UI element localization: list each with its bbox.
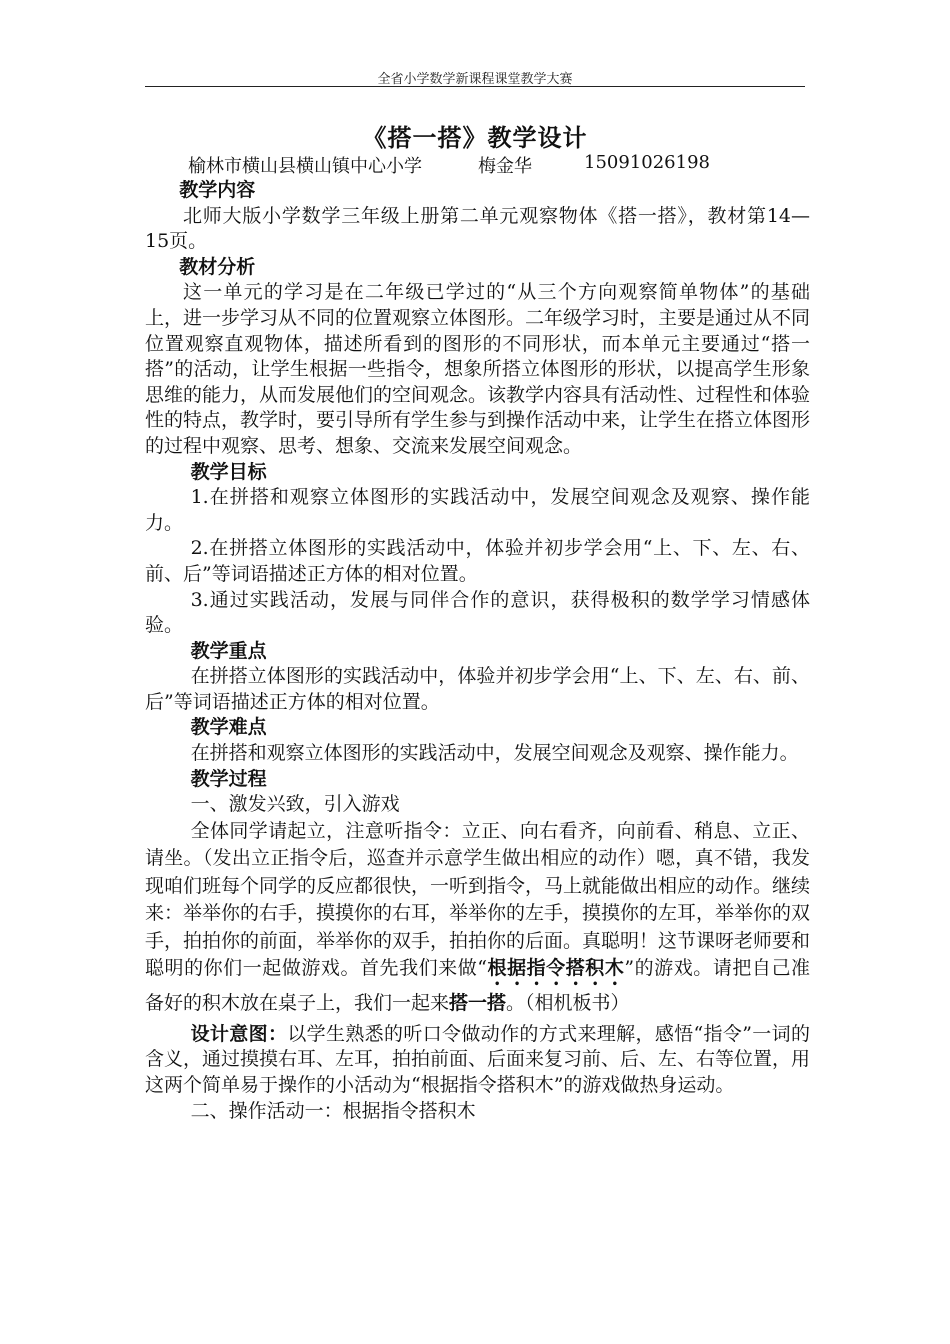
author-phone: 15091026198 (584, 152, 710, 173)
subsection-heading: 一、激发兴致，引入游戏 (190, 793, 400, 816)
paragraph: 在拼搭和观察立体图形的实践活动中，发展空间观念及观察、操作能力。 (190, 742, 799, 765)
section-heading: 教学难点 (190, 716, 267, 739)
author-school: 榆林市横山县横山镇中心小学 (188, 156, 422, 177)
subsection-heading: 二、操作活动一：根据指令搭积木 (190, 1099, 476, 1122)
section-heading: 教材分析 (179, 255, 256, 278)
paragraph: 全体同学请起立，注意听指令：立正、向右看齐，向前看、稍息、立正、请坐。（发出立正指令后，巡查并示意学生做出相应的动作）嗯，真不错，我发现咱们班每个同学的反应都很快，一听到指令，马上就能做出相应的动作。继续来：举举你的右手，摸摸你的右耳，举举你的左手，摸摸你的左耳，举举你的双手，拍拍你的前面，举举你的双手，拍拍你的后面。真聪明！这节课呀老师要和聪明的你们一起做游戏。首先我们来做“根据指令搭积木”的游戏。请把自己准备好的积木放在桌子上，我们一起来搭一搭。（相机板书） (145, 819, 811, 1015)
design-intent-paragraph: 设计意图：以学生熟悉的听口令做动作的方式来理解，感悟“指令”一词的含义，通过摸摸右耳、左耳，拍拍前面、后面来复习前、后、左、右等位置，用这两个简单易于操作的小活动为“根据指令搭积木”的游戏做热身运动。 (145, 1022, 811, 1097)
paragraph: 在拼搭立体图形的实践活动中，体验并初步学会用“上、下、左、右、前、后”等词语描述正方体的相对位置。 (145, 665, 810, 713)
emphasized-phrase: 根据指令搭积木 (487, 957, 625, 980)
list-item: 1.在拼搭和观察立体图形的实践活动中，发展空间观念及观察、操作能力。 (145, 486, 810, 534)
section-heading: 教学目标 (190, 460, 267, 483)
design-intent-label: 设计意图： (190, 1022, 288, 1045)
author-name: 梅金华 (478, 156, 532, 177)
header-divider (145, 86, 805, 87)
bold-phrase: 搭一搭 (449, 992, 507, 1015)
section-heading: 教学内容 (179, 179, 256, 201)
section-heading: 教学过程 (190, 767, 267, 790)
running-header: 全省小学数学新课程课堂教学大赛 (377, 72, 573, 87)
list-item: 2.在拼搭立体图形的实践活动中，体验并初步学会用“上、下、左、右、前、后”等词语描述正方体的相对位置。 (145, 537, 810, 585)
document-body (145, 178, 810, 1124)
paragraph: 北师大版小学数学三年级上册第二单元观察物体《搭一搭》，教材第14—15页。 (145, 204, 810, 253)
document-title: 《搭一搭》教学设计 (362, 123, 588, 152)
author-line (188, 152, 808, 178)
list-item: 3.通过实践活动，发展与同伴合作的意识，获得极积的数学学习情感体验。 (145, 588, 810, 637)
section-heading: 教学重点 (190, 639, 267, 662)
paragraph: 这一单元的学习是在二年级已学过的“从三个方向观察简单物体”的基础上，进一步学习从不同的位置观察立体图形。二年级学习时，主要是通过从不同位置观察直观物体，描述所看到的图形的不同形状，而本单元主要通过“搭一搭”的活动，让学生根据一些指令，想象所搭立体图形的形状，以提高学生形象思维的能力，从而发展他们的空间观念。该教学内容具有活动性、过程性和体验性的特点，教学时，要引导所有学生参与到操作活动中来，让学生在搭立体图形的过程中观察、思考、想象、交流来发展空间观念。 (145, 281, 811, 457)
